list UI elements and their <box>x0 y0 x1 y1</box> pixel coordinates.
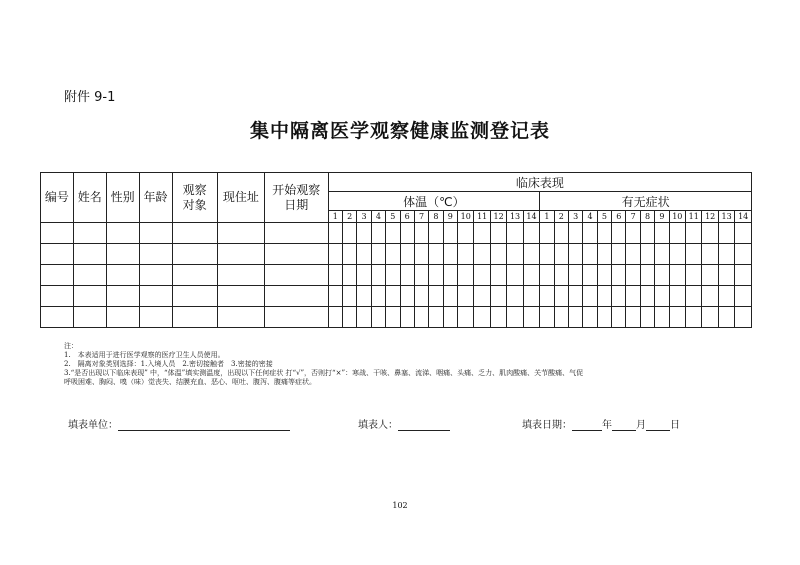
table-cell[interactable] <box>357 286 371 307</box>
notes-label: 注： <box>64 342 78 350</box>
day-temp-header: 10 <box>458 211 474 223</box>
table-cell[interactable] <box>702 244 718 265</box>
table-cell[interactable] <box>217 244 264 265</box>
table-cell[interactable] <box>686 307 702 328</box>
fill-year-label: 年 <box>602 420 612 431</box>
table-cell[interactable] <box>490 223 506 244</box>
table-cell[interactable] <box>640 307 654 328</box>
table-cell[interactable] <box>626 223 640 244</box>
table-cell[interactable] <box>264 244 328 265</box>
table-cell[interactable] <box>669 265 685 286</box>
table-cell[interactable] <box>612 307 626 328</box>
header-name: 姓名 <box>73 173 106 223</box>
table-cell[interactable] <box>507 223 523 244</box>
table-cell[interactable] <box>655 223 669 244</box>
fill-unit-label: 填表单位： <box>68 420 118 431</box>
table-cell[interactable] <box>640 286 654 307</box>
table-cell[interactable] <box>429 307 443 328</box>
table-cell[interactable] <box>41 223 74 244</box>
day-sym-header: 8 <box>640 211 654 223</box>
day-sym-header: 12 <box>702 211 718 223</box>
table-cell[interactable] <box>523 223 539 244</box>
day-sym-header: 4 <box>583 211 597 223</box>
table-cell[interactable] <box>443 286 457 307</box>
table-cell[interactable] <box>386 307 400 328</box>
table-cell[interactable] <box>612 265 626 286</box>
table-cell[interactable] <box>597 265 611 286</box>
table-cell[interactable] <box>458 244 474 265</box>
table-cell[interactable] <box>458 307 474 328</box>
table-row <box>41 244 752 265</box>
table-cell[interactable] <box>106 286 139 307</box>
table-cell[interactable] <box>612 223 626 244</box>
table-cell[interactable] <box>523 286 539 307</box>
header-temperature: 体温（℃） <box>328 192 540 211</box>
fill-date <box>522 416 680 431</box>
table-cell[interactable] <box>400 307 414 328</box>
table-cell[interactable] <box>328 286 342 307</box>
header-clinical: 临床表现 <box>328 173 751 192</box>
table-cell[interactable] <box>264 223 328 244</box>
table-cell[interactable] <box>371 286 385 307</box>
table-cell[interactable] <box>655 307 669 328</box>
table-cell[interactable] <box>583 307 597 328</box>
day-sym-header: 14 <box>735 211 752 223</box>
table-cell[interactable] <box>73 265 106 286</box>
table-cell[interactable] <box>626 244 640 265</box>
table-cell[interactable] <box>414 244 428 265</box>
table-cell[interactable] <box>554 286 568 307</box>
header-observe-target <box>172 173 217 223</box>
day-temp-header: 4 <box>371 211 385 223</box>
table-cell[interactable] <box>568 265 582 286</box>
table-cell[interactable] <box>400 265 414 286</box>
table-cell[interactable] <box>655 265 669 286</box>
table-cell[interactable] <box>386 265 400 286</box>
table-cell[interactable] <box>443 307 457 328</box>
fill-month-line[interactable] <box>612 420 636 431</box>
table-cell[interactable] <box>702 307 718 328</box>
table-cell[interactable] <box>357 265 371 286</box>
table-cell[interactable] <box>626 307 640 328</box>
table-cell[interactable] <box>386 286 400 307</box>
table-cell[interactable] <box>343 223 357 244</box>
table-cell[interactable] <box>41 286 74 307</box>
day-temp-header: 11 <box>474 211 490 223</box>
fill-person-line[interactable] <box>398 420 450 431</box>
table-cell[interactable] <box>264 265 328 286</box>
table-cell[interactable] <box>735 244 752 265</box>
table-cell[interactable] <box>106 307 139 328</box>
fill-unit-line[interactable] <box>118 420 290 431</box>
table-cell[interactable] <box>626 286 640 307</box>
table-cell[interactable] <box>597 286 611 307</box>
table-cell[interactable] <box>443 265 457 286</box>
note-item: 1. 本表适用于进行医学观察的医疗卫生人员使用。 <box>64 351 225 359</box>
table-cell[interactable] <box>597 244 611 265</box>
day-temp-header: 1 <box>328 211 342 223</box>
table-cell[interactable] <box>414 286 428 307</box>
table-cell[interactable] <box>343 307 357 328</box>
table-cell[interactable] <box>73 286 106 307</box>
table-cell[interactable] <box>429 286 443 307</box>
table-cell[interactable] <box>735 286 752 307</box>
table-cell[interactable] <box>328 265 342 286</box>
table-cell[interactable] <box>414 265 428 286</box>
day-sym-header: 11 <box>686 211 702 223</box>
table-cell[interactable] <box>490 265 506 286</box>
header-symptoms: 有无症状 <box>540 192 752 211</box>
fill-person <box>358 416 450 431</box>
day-temp-header: 3 <box>357 211 371 223</box>
table-cell[interactable] <box>612 286 626 307</box>
table-cell[interactable] <box>507 244 523 265</box>
form-title: 集中隔离医学观察健康监测登记表 <box>249 120 550 142</box>
table-cell[interactable] <box>386 244 400 265</box>
fill-day-label: 日 <box>670 420 680 431</box>
table-cell[interactable] <box>172 244 217 265</box>
header-start-date-line2: 日期 <box>284 197 309 212</box>
table-cell[interactable] <box>540 286 554 307</box>
table-cell[interactable] <box>343 244 357 265</box>
table-cell[interactable] <box>264 286 328 307</box>
table-cell[interactable] <box>655 286 669 307</box>
table-cell[interactable] <box>217 223 264 244</box>
table-cell[interactable] <box>490 286 506 307</box>
day-sym-header: 9 <box>655 211 669 223</box>
table-cell[interactable] <box>264 307 328 328</box>
table-cell[interactable] <box>669 307 685 328</box>
table-cell[interactable] <box>540 265 554 286</box>
day-sym-header: 3 <box>568 211 582 223</box>
table-cell[interactable] <box>458 223 474 244</box>
table-cell[interactable] <box>523 244 539 265</box>
fill-year-line[interactable] <box>572 420 602 431</box>
table-cell[interactable] <box>568 244 582 265</box>
table-cell[interactable] <box>702 286 718 307</box>
table-cell[interactable] <box>669 286 685 307</box>
table-cell[interactable] <box>583 265 597 286</box>
table-cell[interactable] <box>540 223 554 244</box>
header-observe-target-line1: 观察 <box>182 182 207 197</box>
fill-month-label: 月 <box>636 420 646 431</box>
table-cell[interactable] <box>474 265 490 286</box>
table-row <box>41 286 752 307</box>
table-cell[interactable] <box>139 307 172 328</box>
table-cell[interactable] <box>568 286 582 307</box>
day-sym-header: 13 <box>718 211 734 223</box>
table-cell[interactable] <box>490 307 506 328</box>
day-sym-header: 2 <box>554 211 568 223</box>
table-cell[interactable] <box>343 265 357 286</box>
table-cell[interactable] <box>640 244 654 265</box>
table-cell[interactable] <box>343 286 357 307</box>
header-age: 年龄 <box>139 173 172 223</box>
table-cell[interactable] <box>702 265 718 286</box>
table-cell[interactable] <box>735 265 752 286</box>
table-cell[interactable] <box>328 244 342 265</box>
table-cell[interactable] <box>106 223 139 244</box>
table-cell[interactable] <box>523 307 539 328</box>
table-cell[interactable] <box>568 307 582 328</box>
table-cell[interactable] <box>718 286 734 307</box>
day-sym-header: 6 <box>612 211 626 223</box>
table-cell[interactable] <box>474 307 490 328</box>
table-cell[interactable] <box>655 244 669 265</box>
table-cell[interactable] <box>371 223 385 244</box>
table-cell[interactable] <box>540 244 554 265</box>
table-cell[interactable] <box>686 286 702 307</box>
registration-table <box>40 172 752 328</box>
table-cell[interactable] <box>41 244 74 265</box>
day-temp-header: 12 <box>490 211 506 223</box>
table-cell[interactable] <box>507 307 523 328</box>
table-cell[interactable] <box>414 307 428 328</box>
table-cell[interactable] <box>73 223 106 244</box>
day-sym-header: 5 <box>597 211 611 223</box>
table-cell[interactable] <box>474 223 490 244</box>
note-item: 3.“是否出现以下临床表现” 中，“体温”填实测温度，出现以下任何症状 打“√”，否则打“×”：寒战、干咳、鼻塞、流涕、咽痛、头痛、乏力、肌肉酸痛、关节酸痛、气促 <box>64 369 584 377</box>
table-row <box>41 223 752 244</box>
fill-unit <box>68 416 290 431</box>
attachment-label: 附件 9-1 <box>64 90 116 105</box>
table-cell[interactable] <box>429 223 443 244</box>
table-cell[interactable] <box>139 244 172 265</box>
table-cell[interactable] <box>583 286 597 307</box>
table-cell[interactable] <box>371 265 385 286</box>
table-cell[interactable] <box>357 223 371 244</box>
table-cell[interactable] <box>386 223 400 244</box>
table-cell[interactable] <box>357 307 371 328</box>
day-temp-header: 9 <box>443 211 457 223</box>
table-cell[interactable] <box>597 223 611 244</box>
table-cell[interactable] <box>139 286 172 307</box>
table-cell[interactable] <box>371 307 385 328</box>
table-cell[interactable] <box>328 223 342 244</box>
table-cell[interactable] <box>523 265 539 286</box>
table-cell[interactable] <box>172 307 217 328</box>
day-temp-header: 2 <box>343 211 357 223</box>
table-cell[interactable] <box>554 244 568 265</box>
table-cell[interactable] <box>429 265 443 286</box>
table-cell[interactable] <box>597 307 611 328</box>
table-cell[interactable] <box>443 223 457 244</box>
table-cell[interactable] <box>554 223 568 244</box>
table-cell[interactable] <box>217 286 264 307</box>
table-cell[interactable] <box>718 223 734 244</box>
table-cell[interactable] <box>400 223 414 244</box>
table-cell[interactable] <box>718 244 734 265</box>
table-cell[interactable] <box>400 244 414 265</box>
table-cell[interactable] <box>554 307 568 328</box>
table-cell[interactable] <box>507 265 523 286</box>
note-item: 2. 隔离对象类别选择：1.入境人员 2.密切接触者 3.密接的密接 <box>64 360 273 368</box>
table-cell[interactable] <box>328 307 342 328</box>
header-number: 编号 <box>41 173 74 223</box>
table-cell[interactable] <box>686 265 702 286</box>
table-cell[interactable] <box>139 265 172 286</box>
table-cell[interactable] <box>474 244 490 265</box>
table-cell[interactable] <box>357 244 371 265</box>
table-row <box>41 265 752 286</box>
table-cell[interactable] <box>443 244 457 265</box>
table-cell[interactable] <box>735 223 752 244</box>
table-cell[interactable] <box>172 223 217 244</box>
day-sym-header: 1 <box>540 211 554 223</box>
table-cell[interactable] <box>702 223 718 244</box>
table-cell[interactable] <box>686 223 702 244</box>
table-cell[interactable] <box>735 307 752 328</box>
table-cell[interactable] <box>41 307 74 328</box>
table-cell[interactable] <box>429 244 443 265</box>
table-cell[interactable] <box>73 244 106 265</box>
day-temp-header: 13 <box>507 211 523 223</box>
table-cell[interactable] <box>640 223 654 244</box>
table-cell[interactable] <box>507 286 523 307</box>
header-observe-target-line2: 对象 <box>182 197 207 212</box>
table-cell[interactable] <box>540 307 554 328</box>
table-cell[interactable] <box>686 244 702 265</box>
table-cell[interactable] <box>172 286 217 307</box>
table-cell[interactable] <box>554 265 568 286</box>
table-cell[interactable] <box>139 223 172 244</box>
header-sex: 性别 <box>106 173 139 223</box>
table-cell[interactable] <box>458 265 474 286</box>
notes <box>64 342 754 387</box>
table-cell[interactable] <box>583 244 597 265</box>
table-cell[interactable] <box>669 244 685 265</box>
day-temp-header: 6 <box>400 211 414 223</box>
header-address: 现住址 <box>217 173 264 223</box>
table-cell[interactable] <box>612 244 626 265</box>
note-item: 呼吸困难、胸闷、嗅（味）觉丧失、结膜充血、恶心、呕吐、腹泻、腹痛等症状。 <box>64 378 316 386</box>
table-cell[interactable] <box>106 265 139 286</box>
table-cell[interactable] <box>106 244 139 265</box>
fill-date-label: 填表日期： <box>522 420 572 431</box>
table-cell[interactable] <box>217 265 264 286</box>
table-cell[interactable] <box>583 223 597 244</box>
table-cell[interactable] <box>73 307 106 328</box>
day-temp-header: 7 <box>414 211 428 223</box>
header-start-date-line1: 开始观察 <box>272 182 321 197</box>
table-cell[interactable] <box>414 223 428 244</box>
day-temp-header: 8 <box>429 211 443 223</box>
page-number: 102 <box>392 501 408 510</box>
table-cell[interactable] <box>718 307 734 328</box>
table-cell[interactable] <box>626 265 640 286</box>
table-cell[interactable] <box>41 265 74 286</box>
fill-person-label: 填表人： <box>358 420 398 431</box>
table-cell[interactable] <box>718 265 734 286</box>
table-cell[interactable] <box>400 286 414 307</box>
table-cell[interactable] <box>172 265 217 286</box>
table-cell[interactable] <box>640 265 654 286</box>
header-start-date <box>264 173 328 223</box>
table-cell[interactable] <box>217 307 264 328</box>
table-cell[interactable] <box>371 244 385 265</box>
table-cell[interactable] <box>474 286 490 307</box>
day-temp-header: 5 <box>386 211 400 223</box>
table-cell[interactable] <box>669 223 685 244</box>
fill-day-line[interactable] <box>646 420 670 431</box>
table-cell[interactable] <box>458 286 474 307</box>
table-cell[interactable] <box>568 223 582 244</box>
day-sym-header: 7 <box>626 211 640 223</box>
day-temp-header: 14 <box>523 211 539 223</box>
table-row <box>41 307 752 328</box>
day-sym-header: 10 <box>669 211 685 223</box>
table-cell[interactable] <box>490 244 506 265</box>
